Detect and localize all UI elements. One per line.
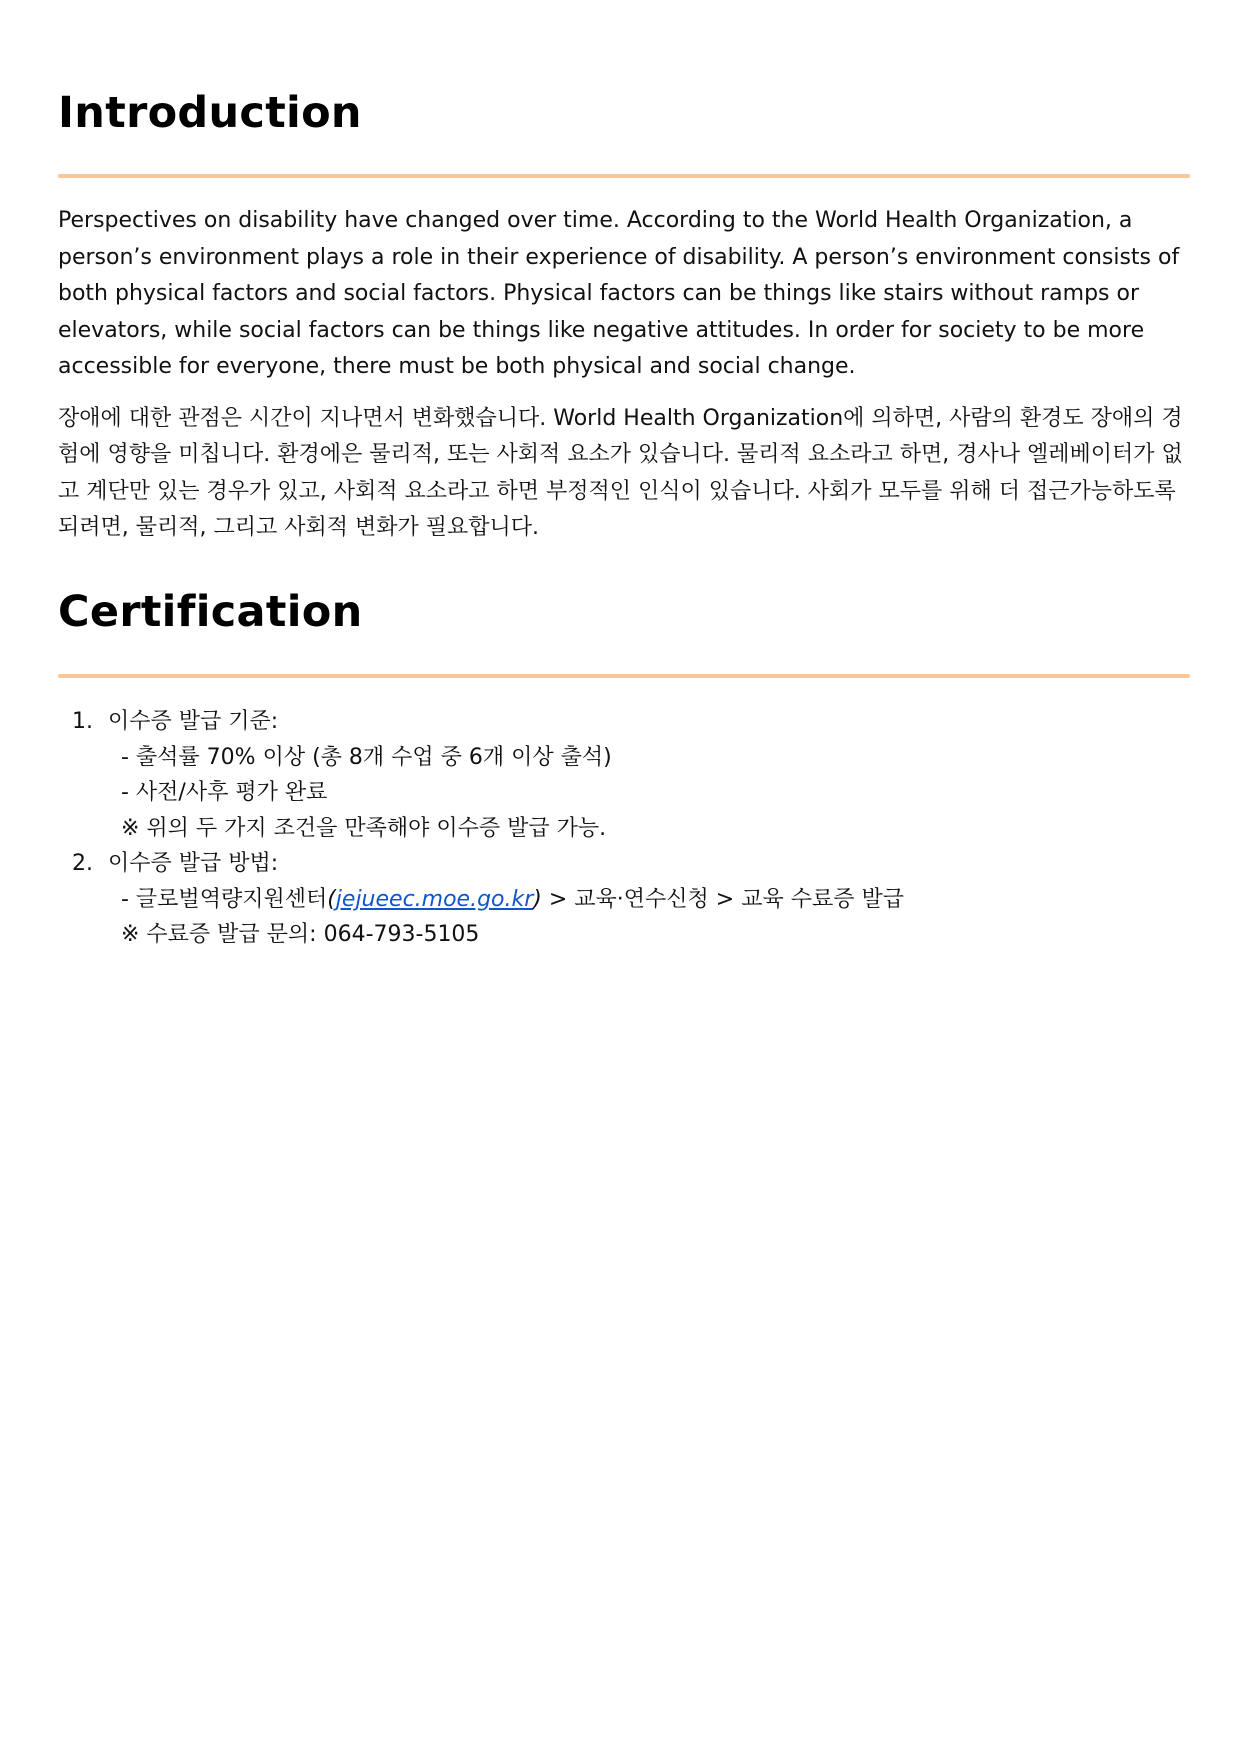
- introduction-heading: Introduction: [58, 88, 362, 138]
- list-item-criteria: [58, 704, 1190, 846]
- method-heading: 이수증 발급 방법:: [108, 851, 279, 876]
- list-item-method: [58, 846, 1190, 953]
- certification-heading: Certification: [58, 587, 363, 637]
- certification-body: [58, 704, 1190, 953]
- criteria-note: ※ 위의 두 가지 조건을 만족해야 이수증 발급 가능.: [121, 815, 607, 841]
- inquiry-contact: ※ 수료증 발급 문의: 064-793-5105: [121, 922, 480, 947]
- list-number: 2.: [72, 851, 93, 876]
- introduction-paragraph-korean: 장애에 대한 관점은 시간이 지나면서 변화했습니다. World Health Organization에 의하면, 사람의 환경도 장애의 경험에 영향을 미칩니다. 환경에은 물리적, 또는 사회적 요소가 있습니다. 물리적 요소라고 하면, 경사나 엘레베이터가 없고 계단만 있는 경우가 있고, 사회적 요소라고 하면 부정적인 인식이 있습니다. 사회가 모두를 위해 더 접근가능하도록 되려면, 물리적, 그리고 사회적 변화가 필요합니다.: [58, 405, 1183, 540]
- close-paren: ): [533, 886, 542, 912]
- introduction-divider: [58, 174, 1190, 178]
- certification-list: [58, 704, 1190, 953]
- method-path: [108, 882, 1190, 918]
- list-number: 1.: [72, 709, 93, 734]
- introduction-body: [58, 203, 1190, 562]
- criteria-attendance: - 출석률 70% 이상 (총 8개 수업 중 6개 이상 출석): [121, 744, 612, 770]
- criteria-heading: 이수증 발급 기준:: [108, 709, 279, 734]
- certification-divider: [58, 674, 1190, 678]
- introduction-paragraph-english: Perspectives on disability have changed over time. According to the World Health Organization, a person’s environment plays a role in their experience of disability. A person’s environment consists of both physical factors and social factors. Physical factors can be things like stairs without ramps or elevators, while social factors can be things like negative attitudes. In order for society to be more accessible for everyone, there must be both physical and social change.: [58, 208, 1180, 379]
- criteria-evaluation: - 사전/사후 평가 완료: [121, 780, 328, 805]
- center-website-link[interactable]: jejueec.moe.go.kr: [335, 886, 534, 912]
- open-paren: (: [327, 886, 336, 912]
- method-suffix: > 교육·연수신청 > 교육 수료증 발급: [541, 886, 904, 912]
- method-prefix: - 글로벌역량지원센터: [121, 886, 328, 912]
